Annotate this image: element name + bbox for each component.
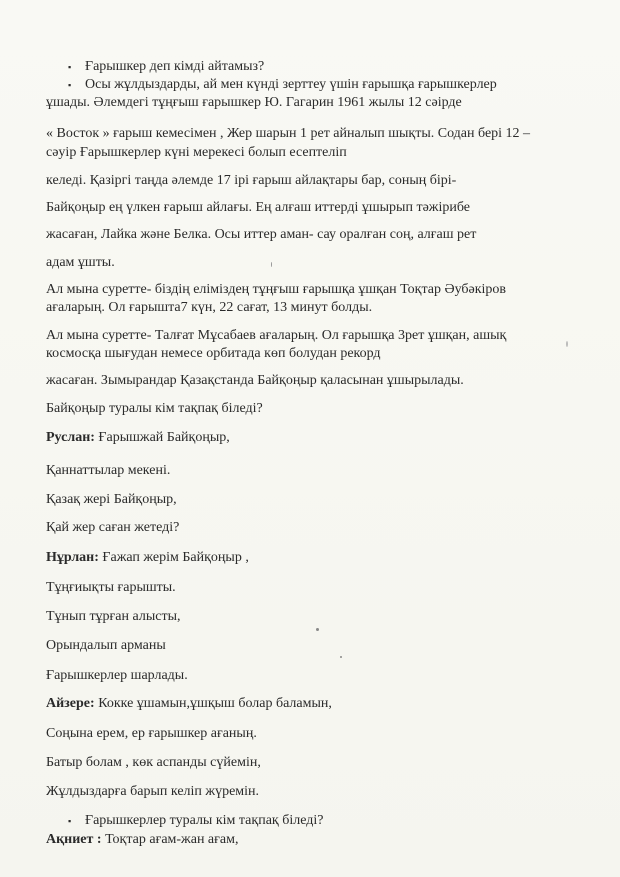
paragraph-line: адам ұшты. — [46, 255, 115, 270]
paragraph-line: жасаған. Зымырандар Қазақстанда Байқоңыр қаласынан ұшырылады. — [46, 373, 464, 388]
poem-line-speaker — [46, 832, 238, 848]
poem-line-text: Ғажап жерім Байқоңыр , — [98, 550, 249, 565]
scan-speck — [566, 341, 568, 347]
bullet-icon: ▪ — [68, 80, 72, 90]
paragraph-line: Ал мына суретте- Талғат Мұсабаев ағаларың. Ол ғарышқа 3рет ұшқан, ашық — [46, 328, 507, 343]
bullet-question-2: Ғарышкерлер туралы кім тақпақ біледі? — [85, 813, 324, 828]
paragraph-line: Байқоңыр туралы кім тақпақ біледі? — [46, 401, 263, 416]
poem-line: Ғарышкерлер шарлады. — [46, 668, 188, 683]
poem-line: Тұңғиықты ғарышты. — [46, 580, 176, 595]
speaker-name: Ақниет : — [46, 832, 102, 847]
paragraph-line: Байқоңыр ең үлкен ғарыш айлағы. Ең алғаш иттерді ұшырып тәжірибе — [46, 200, 470, 215]
paragraph-line: Ал мына суретте- біздің еліміздең тұңғыш ғарышқа ұшқан Тоқтар Әубәкіров — [46, 282, 507, 297]
speaker-name: Нұрлан: — [46, 550, 99, 565]
poem-line: Қазақ жері Байқоңыр, — [46, 492, 177, 507]
poem-line-text: Тоқтар ағам-жан ағам, — [101, 832, 239, 847]
poem-line: Тұнып тұрған алысты, — [46, 609, 181, 624]
poem-line-speaker — [46, 430, 230, 446]
speaker-name: Руслан: — [46, 430, 95, 445]
poem-line: Соңына ерем, ер ғарышкер ағаның. — [46, 726, 257, 741]
scan-speck — [271, 262, 272, 267]
poem-line-speaker — [46, 550, 249, 566]
paragraph-line: келеді. Қазіргі таңда әлемде 17 ірі ғарыш айлақтары бар, соның бірі- — [46, 173, 457, 188]
paragraph-line: ағаларың. Ол ғарышта7 күн, 22 сағат, 13 минут болды. — [46, 300, 373, 315]
scan-speck — [340, 656, 342, 658]
poem-line: Жұлдыздарға барып келіп жүремін. — [46, 784, 260, 799]
paragraph-line: космосқа шығудан немесе орбитада көп болудан рекорд — [46, 346, 381, 361]
poem-line: Қаннаттылар мекені. — [46, 463, 171, 478]
poem-line-speaker — [46, 696, 332, 712]
paragraph-line: сәуір Ғарышкерлер күні мерекесі болып есептеліп — [46, 145, 347, 160]
speaker-name: Айзере: — [46, 696, 95, 711]
poem-line: Орындалып арманы — [46, 638, 166, 653]
poem-line: Қай жер саған жетеді? — [46, 520, 180, 535]
paragraph-line: ұшады. Әлемдегі тұңғыш ғарышкер Ю. Гагарин 1961 жылы 12 сәірде — [46, 95, 462, 110]
bullet-question-1: Ғарышкер деп кімді айтамыз? — [85, 59, 265, 74]
scan-speck — [316, 628, 319, 631]
bullet-paragraph-start: Осы жұлдыздарды, ай мен күнді зерттеу үшін ғарышқа ғарышкерлер — [85, 77, 497, 92]
poem-line: Батыр болам , көк аспанды сүйемін, — [46, 755, 261, 770]
poem-line-text: Ғарышжай Байқоңыр, — [94, 430, 230, 445]
poem-line-text: Кокке ұшамын,ұшқыш болар баламын, — [94, 696, 332, 711]
bullet-icon: ▪ — [68, 62, 72, 72]
paragraph-line: « Восток » ғарыш кемесімен , Жер шарын 1 рет айналып шықты. Содан бері 12 – — [46, 126, 531, 141]
bullet-icon: ▪ — [68, 816, 72, 826]
paragraph-line: жасаған, Лайка және Белка. Осы иттер аман- сау оралған соң, алғаш рет — [46, 227, 477, 242]
